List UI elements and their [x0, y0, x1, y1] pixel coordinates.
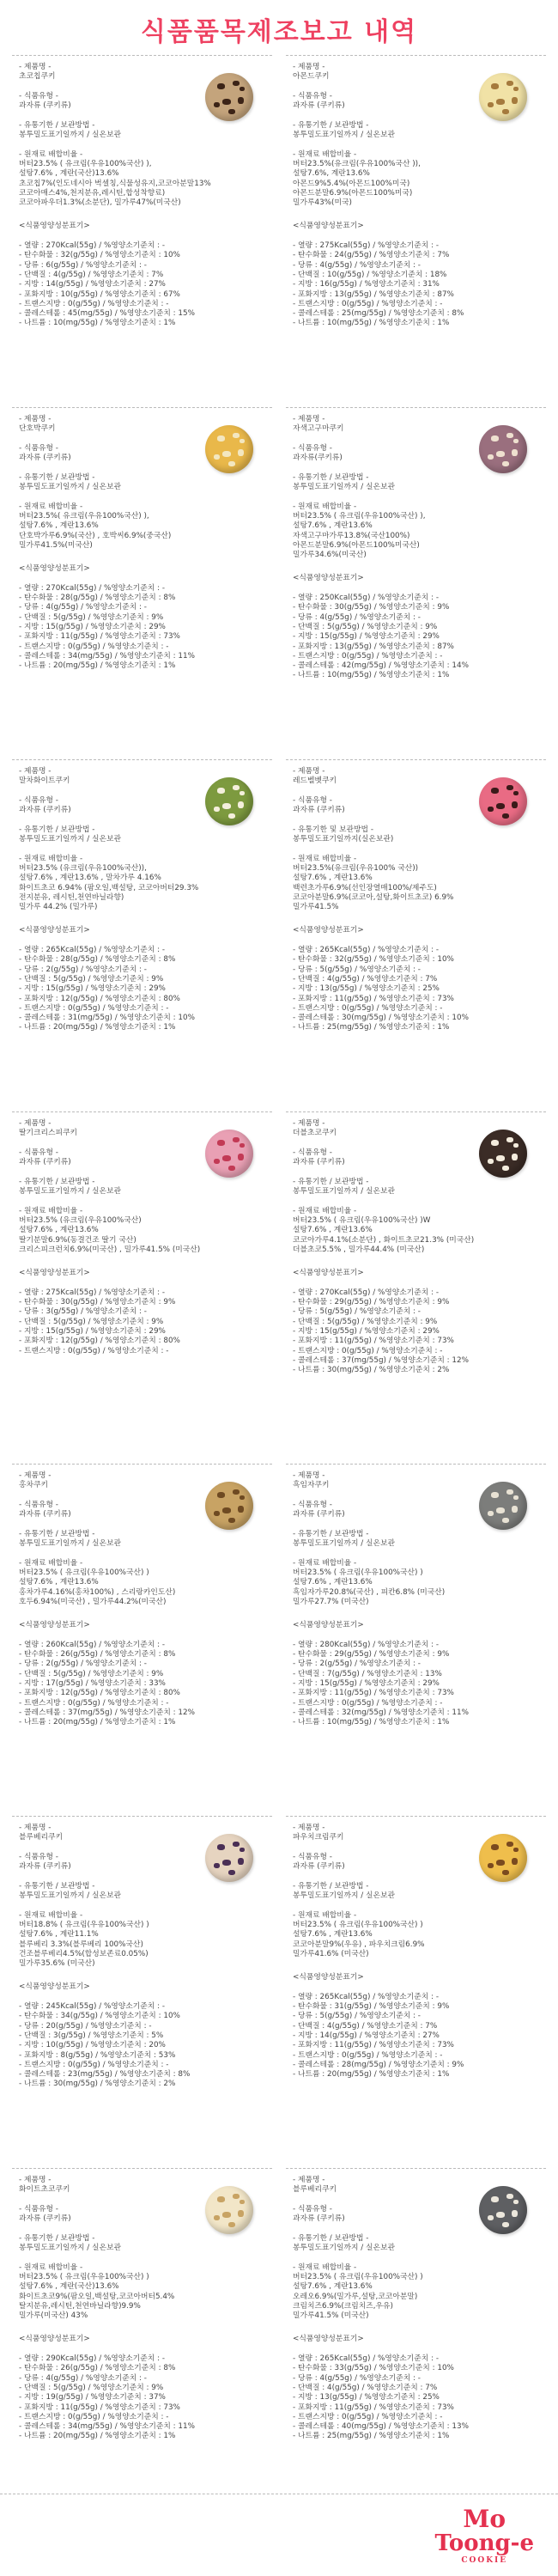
product-info: - 제품명 - 초코칩쿠키 - 식품유형 - 과자류 (쿠키류) - 유통기한 / 보관방법 - 봉투밀도표기일까지 / 실온보관 - 원재료 배합비율 - 버터23.5% ( 유크림(우유100%국산) ), 설탕7.6% , 계란(국산)13.6% 초코칩7%(인도네시아 벅셀칭,식물성유지,코코아분말13% 코코아매스4%,천지분유,레시틴,합성착향료) 코코아파우더1.3%(소분단), 밀가루47%(미국산) — [19, 63, 211, 208]
cookie-chip — [513, 791, 519, 795]
product-info: - 제품명 - 블루베리쿠키 - 식품유형 - 과자류 (쿠키류) - 유통기한 / 보관방법 - 봉투밀도표기일까지 / 실온보관 - 원재료 배합비율 - 버터23.5% ( 유크림(우유100%국산) ) 설탕7.6% , 계란13.6% 오레오6.9%(밀가루,설탕,코코아분말) 크림치즈6.9%(크림치즈,우유) 밀가루41.5% (미국산) — [293, 2176, 423, 2321]
cookie-image — [479, 1834, 527, 1882]
product-card — [286, 1111, 546, 1464]
cookie-chip — [222, 803, 231, 809]
cookie-chip — [513, 1143, 519, 1148]
cookie-image — [479, 425, 527, 473]
product-card — [286, 2168, 546, 2520]
nutrition-facts: <식품영양성분표기> - 열량 : 280Kcal(55g) / %영양소기준치 : - - 탄수화물 : 29(g/55g) / %영양소기준치 : 9% - 당류 : 2(g/55g) / %영양소기준치 : - - 단백질 : 7(g/55g) / %영양소기준치 : 13% - 지방 : 15(g/55g) / %영양소기준치 : 29% - 포화지방 : 11(g/55g) / %영양소기준치 : 73% - 트랜스지방 : 0(g/55g) / %영양소기준치 : - - 콜레스테롤 : 32(mg/55g) / %영양소기준치 : 11% - 나트륨 : 10(mg/55g) / %영양소기준치 : 1% — [293, 1621, 469, 1727]
cookie-image — [205, 1834, 253, 1882]
cookie-chip — [238, 1154, 244, 1160]
cookie-chip — [228, 813, 235, 819]
nutrition-facts: <식품영양성분표기> - 열량 : 260Kcal(55g) / %영양소기준치 : - - 탄수화물 : 26(g/55g) / %영양소기준치 : 8% - 당류 : 2(g/55g) / %영양소기준치 : - - 단백질 : 5(g/55g) / %영양소기준치 : 9% - 지방 : 17(g/55g) / %영양소기준치 : 33% - 포화지방 : 12(g/55g) / %영양소기준치 : 80% - 트랜스지방 : 0(g/55g) / %영양소기준치 : - - 콜레스테롤 : 37(mg/55g) / %영양소기준치 : 12% - 나트륨 : 20(mg/55g) / %영양소기준치 : 1% — [19, 1621, 195, 1727]
cookie-chip — [217, 2196, 225, 2202]
cookie-chip — [512, 1506, 518, 1513]
cookie-chip — [513, 2200, 519, 2204]
nutrition-facts: <식품영양성분표기> - 열량 : 275Kcal(55g) / %영양소기준치 : - - 탄수화물 : 24(g/55g) / %영양소기준치 : 7% - 당류 : 4(g/55g) / %영양소기준치 : - - 단백질 : 10(g/55g) / %영양소기준치 : 18% - 지방 : 16(g/55g) / %영양소기준치 : 31% - 포화지방 : 13(g/55g) / %영양소기준치 : 87% - 트랜스지방 : 0(g/55g) / %영양소기준치 : - - 콜레스테롤 : 25(mg/55g) / %영양소기준치 : 8% - 나트륨 : 10(mg/55g) / %영양소기준치 : 1% — [293, 222, 464, 328]
cookie-chip — [506, 1842, 513, 1847]
cookie-chip — [491, 435, 499, 442]
product-card — [286, 1464, 546, 1816]
cookie-chip — [512, 449, 518, 456]
cookie-image — [479, 2186, 527, 2234]
cookie-chip — [217, 435, 225, 442]
cookie-chip — [228, 2222, 235, 2227]
cookie-chip — [491, 788, 499, 794]
cookie-chip — [502, 813, 509, 819]
cookie-image — [205, 1482, 253, 1530]
cookie-chip — [491, 2196, 499, 2202]
product-card — [12, 1111, 272, 1464]
cookie-image — [205, 777, 253, 825]
cookie-chip — [488, 1511, 494, 1516]
cookie-chip — [512, 801, 518, 808]
cookie-chip — [512, 1858, 518, 1865]
product-card — [12, 759, 272, 1111]
product-info: - 제품명 - 파우치크림쿠키 - 식품유형 - 과자류 (쿠키류) - 유통기한 / 보관방법 - 봉투밀도표기일까지 / 실온보관 - 원재료 배합비율 - 버터23.5% ( 유크림(우유100%국산) ) 설탕7.6% , 계란13.6% 코코아분말9%(우유) , 파우치크림6.9% 밀가루41.6% (미국산) — [293, 1824, 425, 1958]
cookie-chip — [491, 1492, 499, 1498]
cookie-chip — [217, 1844, 225, 1850]
cookie-chip — [240, 87, 245, 91]
cookie-chip — [240, 439, 245, 443]
cookie-image — [479, 73, 527, 121]
cookie-chip — [496, 803, 505, 809]
cookie-chip — [238, 449, 244, 456]
cookie-image — [479, 1482, 527, 1530]
cookie-chip — [238, 1858, 244, 1865]
cookie-chip — [217, 83, 225, 89]
cookie-chip — [502, 1518, 509, 1523]
product-card — [12, 2168, 272, 2520]
cookie-chip — [217, 1492, 225, 1498]
product-card — [12, 55, 272, 407]
cookie-chip — [496, 1507, 505, 1513]
cookie-image — [205, 2186, 253, 2234]
page-title: 식품품목제조보고 내역 — [140, 17, 418, 47]
product-card — [286, 407, 546, 759]
cookie-chip — [222, 99, 231, 105]
cookie-chip — [488, 454, 494, 460]
cookie-chip — [496, 99, 505, 105]
nutrition-facts: <식품영양성분표기> - 열량 : 245Kcal(55g) / %영양소기준치 : - - 탄수화물 : 34(g/55g) / %영양소기준치 : 10% - 당류 : 20(g/55g) / %영양소기준치 : - - 단백질 : 3(g/55g) / %영양소기준치 : 5% - 지방 : 10(g/55g) / %영양소기준치 : 20% - 포화지방 : 8(g/55g) / %영양소기준치 : 53% - 트랜스지방 : 0(g/55g) / %영양소기준치 : - - 콜레스테롤 : 23(mg/55g) / %영양소기준치 : 8% - 나트륨 : 30(mg/55g) / %영양소기준치 : 2% — [19, 1982, 191, 2089]
product-card — [286, 1816, 546, 2168]
cookie-chip — [233, 1489, 240, 1495]
brand-logo — [435, 2507, 534, 2566]
nutrition-facts: <식품영양성분표기> - 열량 : 265Kcal(55g) / %영양소기준치 : - - 탄수화물 : 32(g/55g) / %영양소기준치 : 10% - 당류 : 5(g/55g) / %영양소기준치 : - - 단백질 : 4(g/55g) / %영양소기준치 : 7% - 지방 : 13(g/55g) / %영양소기준치 : 25% - 포화지방 : 11(g/55g) / %영양소기준치 : 73% - 트랜스지방 : 0(g/55g) / %영양소기준치 : - - 콜레스테롤 : 30(mg/55g) / %영양소기준치 : 10% - 나트륨 : 25(mg/55g) / %영양소기준치 : 1% — [293, 926, 469, 1032]
footer — [0, 2494, 558, 2576]
product-card — [12, 1464, 272, 1816]
cookie-image — [205, 425, 253, 473]
nutrition-facts: <식품영양성분표기> - 열량 : 265Kcal(55g) / %영양소기준치 : - - 탄수화물 : 28(g/55g) / %영양소기준치 : 8% - 당류 : 2(g/55g) / %영양소기준치 : - - 단백질 : 5(g/55g) / %영양소기준치 : 9% - 지방 : 15(g/55g) / %영양소기준치 : 29% - 포화지방 : 12(g/55g) / %영양소기준치 : 80% - 트랜스지방 : 0(g/55g) / %영양소기준치 : - - 콜레스테롤 : 31(mg/55g) / %영양소기준치 : 10% - 나트륨 : 20(mg/55g) / %영양소기준치 : 1% — [19, 926, 195, 1032]
cookie-chip — [222, 1155, 231, 1161]
cookie-chip — [240, 2200, 245, 2204]
product-info: - 제품명 - 홍차쿠키 - 식품유형 - 과자류 (쿠키류) - 유통기한 / 보관방법 - 봉투밀도표기일까지 / 실온보관 - 원재료 배합비율 - 버터23.5% ( 유크림(우유100%국산) ) 설탕7.6% , 계란13.6% 홍차가루4.16%(홍차100%) , 스리랑카인도산) 호두6.94%(미국산) , 밀가루44.2%(미국산) — [19, 1471, 176, 1606]
product-card — [12, 1816, 272, 2168]
cookie-chip — [222, 451, 231, 457]
cookie-chip — [488, 807, 494, 812]
product-info: - 제품명 - 흑임자쿠키 - 식품유형 - 과자류 (쿠키류) - 유통기한 / 보관방법 - 봉투밀도표기일까지 / 실온보관 - 원재료 배합비율 - 버터23.5% ( 유크림(우유100%국산) ) 설탕7.6% , 계란13.6% 흑임자가루20.8%(국산) , 피칸6.8% (미국산) 밀가루27.7% (미국산) — [293, 1471, 446, 1606]
cookie-chip — [217, 1140, 225, 1146]
cookie-image — [205, 1130, 253, 1178]
logo-line-3: COOKIE — [461, 2556, 508, 2565]
cookie-chip — [496, 1860, 505, 1866]
cookie-chip — [506, 81, 513, 86]
cookie-chip — [506, 433, 513, 438]
cookie-chip — [506, 785, 513, 790]
cookie-chip — [513, 1848, 519, 1852]
cookie-chip — [222, 2212, 231, 2218]
cookie-chip — [496, 451, 505, 457]
cookie-chip — [228, 1166, 235, 1171]
cookie-chip — [240, 1143, 245, 1148]
cookie-chip — [502, 1166, 509, 1171]
nutrition-facts: <식품영양성분표기> - 열량 : 250Kcal(55g) / %영양소기준치 : - - 탄수화물 : 30(g/55g) / %영양소기준치 : 9% - 당류 : 4(g/55g) / %영양소기준치 : - - 단백질 : 5(g/55g) / %영양소기준치 : 9% - 지방 : 15(g/55g) / %영양소기준치 : 29% - 포화지방 : 13(g/55g) / %영양소기준치 : 87% - 트랜스지방 : 0(g/55g) / %영양소기준치 : - - 콜레스테롤 : 42(mg/55g) / %영양소기준치 : 14% - 나트륨 : 10(mg/55g) / %영양소기준치 : 1% — [293, 574, 469, 680]
cookie-chip — [496, 1155, 505, 1161]
product-info: - 제품명 - 단호박쿠키 - 식품유형 - 과자류 (쿠키류) - 유통기한 / 보관방법 - 봉투밀도표기일까지 / 실온보관 - 원재료 배합비율 - 버터23.5%( 유크림(우유100%국산) ), 설탕7.6% , 계란13.6% 단호박가루6.9%(국산) , 호박씨6.9%(중국산) 밀가루41.5%(미국산) — [19, 415, 172, 550]
cookie-chip — [233, 1137, 240, 1142]
cookie-chip — [214, 2215, 220, 2220]
cookie-chip — [496, 2212, 505, 2218]
cookie-chip — [502, 109, 509, 114]
cookie-chip — [238, 2210, 244, 2217]
nutrition-facts: <식품영양성분표기> - 열량 : 270Kcal(55g) / %영양소기준치 : - - 탄수화물 : 32(g/55g) / %영양소기준치 : 10% - 당류 : 6(g/55g) / %영양소기준치 : - - 단백질 : 4(g/55g) / %영양소기준치 : 7% - 지방 : 14(g/55g) / %영양소기준치 : 27% - 포화지방 : 10(g/55g) / %영양소기준치 : 67% - 트랜스지방 : 0(g/55g) / %영양소기준치 : - - 콜레스테롤 : 45(mg/55g) / %영양소기준치 : 15% - 나트륨 : 10(mg/55g) / %영양소기준치 : 1% — [19, 222, 195, 328]
cookie-chip — [512, 1154, 518, 1160]
cookie-chip — [233, 2194, 240, 2199]
product-grid — [0, 55, 558, 2520]
cookie-chip — [214, 454, 220, 460]
cookie-chip — [228, 461, 235, 466]
product-info: - 제품명 - 자색고구마쿠키 - 식품유형 - 과자류(쿠키류) - 유통기한 / 보관방법 - 봉투밀도표기일까지 / 실온보관 - 원재료 배합비율 - 버터23.5% ( 유크림(우유100%국산) ), 설탕7.6% , 계란13.6% 자색고구마가루13.8%(국산100%) 아몬드분말6.9%(아몬드100%미국산) 밀가루34.6%(미국산) — [293, 415, 426, 560]
product-card — [286, 55, 546, 407]
cookie-chip — [214, 1159, 220, 1164]
cookie-chip — [488, 2215, 494, 2220]
product-info: - 제품명 - 레드벨벳쿠키 - 식품유형 - 과자류 (쿠키류) - 유통기한 및 보관방법 - 봉투밀도표기일까지(실온보관) - 원재료 배합비율 - 버터23.5%(유크림(우유100% 국산)) 설탕7.6% , 계란13.6% 백련초가루6.9%(선인장열매100%/제주도) 코코아분말6.9%(코코아,설탕,화이트초코) 6.9% 밀가루41.5% — [293, 767, 454, 912]
nutrition-facts: <식품영양성분표기> - 열량 : 275Kcal(55g) / %영양소기준치 : - - 탄수화물 : 30(g/55g) / %영양소기준치 : 9% - 당류 : 3(g/55g) / %영양소기준치 : - - 단백질 : 5(g/55g) / %영양소기준치 : 9% - 지방 : 15(g/55g) / %영양소기준치 : 29% - 포화지방 : 12(g/55g) / %영양소기준치 : 80% - 트랜스지방 : 0(g/55g) / %영양소기준치 : - — [19, 1269, 180, 1355]
product-info: - 제품명 - 화이트초코쿠키 - 식품유형 - 과자류 (쿠키류) - 유통기한 / 보관방법 - 봉투밀도표기일까지 / 실온보관 - 원재료 배합비율 - 버터23.5% ( 유크림(우유100%국산) ) 설탕7.6% , 계란(국산)13.6% 화이트초코9%(팜오일,백설탕,코코아버터5.4% 탈지분유,레시틴,천연바닐라향)9.9% 밀가루(미국산) 43% — [19, 2176, 175, 2321]
cookie-chip — [513, 439, 519, 443]
cookie-chip — [214, 1863, 220, 1868]
cookie-chip — [502, 1870, 509, 1875]
product-info: - 제품명 - 아몬드쿠키 - 식품유형 - 과자류 (쿠키류) - 유통기한 / 보관방법 - 봉투밀도표기일까지 / 실온보관 - 원재료 배합비율 - 버터23.5%(유크림(우유100%국산 )), 설탕7.6%, 계란13.6% 아몬드9%5.4%(아몬드100%미국) 아몬드분말6.9%(아몬드100%미국) 밀가루43%(미국) — [293, 63, 421, 208]
nutrition-facts: <식품영양성분표기> - 열량 : 270Kcal(55g) / %영양소기준치 : - - 탄수화물 : 28(g/55g) / %영양소기준치 : 8% - 당류 : 4(g/55g) / %영양소기준치 : - - 단백질 : 5(g/55g) / %영양소기준치 : 9% - 지방 : 15(g/55g) / %영양소기준치 : 29% - 포화지방 : 11(g/55g) / %영양소기준치 : 73% - 트랜스지방 : 0(g/55g) / %영양소기준치 : - - 콜레스테롤 : 34(mg/55g) / %영양소기준치 : 11% - 나트륨 : 20(mg/55g) / %영양소기준치 : 1% — [19, 564, 195, 671]
cookie-chip — [228, 1870, 235, 1875]
product-card — [12, 407, 272, 759]
cookie-chip — [214, 1511, 220, 1516]
product-info: - 제품명 - 블루베리쿠키 - 식품유형 - 과자류 (쿠키류) - 유통기한 / 보관방법 - 봉투밀도표기일까지 / 실온보관 - 원재료 배합비율 - 버터18.8% ( 유크림(우유100%국산) ) 설탕7.6% , 계란11.1% 블루베리 3.3%(블루베리 100%국산) 건조블루베리4.5%(합성보존료0.05%) 밀가루35.6% (미국산) — [19, 1824, 149, 1969]
logo-line-1: Mo — [463, 2505, 506, 2533]
nutrition-facts: <식품영양성분표기> - 열량 : 265Kcal(55g) / %영양소기준치 : - - 탄수화물 : 31(g/55g) / %영양소기준치 : 9% - 당류 : 5(g/55g) / %영양소기준치 : - - 단백질 : 4(g/55g) / %영양소기준치 : 7% - 지방 : 14(g/55g) / %영양소기준치 : 27% - 포화지방 : 11(g/55g) / %영양소기준치 : 73% - 트랜스지방 : 0(g/55g) / %영양소기준치 : - - 콜레스테롤 : 28(mg/55g) / %영양소기준치 : 9% - 나트륨 : 20(mg/55g) / %영양소기준치 : 1% — [293, 1973, 464, 2080]
cookie-chip — [233, 433, 240, 438]
cookie-image — [205, 73, 253, 121]
cookie-chip — [491, 83, 499, 89]
product-info: - 제품명 - 말차화이트쿠키 - 식품유형 - 과자류 (쿠키류) - 유통기한 / 보관방법 - 봉투밀도표기일까지 / 실온보관 - 원재료 배합비율 - 버터23.5% (유크림(우유100%국산)), 설탕7.6% , 계란13.6% , 말차가루 4.16% 화이트초코 6.94% (팜오일,백설탕, 코코아버터29.3% 전지분유, 레시틴,천연바닐라향) 밀가루 44.2% (밀가루) — [19, 767, 199, 912]
nutrition-facts: <식품영양성분표기> - 열량 : 290Kcal(55g) / %영양소기준치 : - - 탄수화물 : 26(g/55g) / %영양소기준치 : 8% - 당류 : 4(g/55g) / %영양소기준치 : - - 단백질 : 5(g/55g) / %영양소기준치 : 9% - 지방 : 19(g/55g) / %영양소기준치 : 37% - 포화지방 : 11(g/55g) / %영양소기준치 : 73% - 트랜스지방 : 0(g/55g) / %영양소기준치 : - - 콜레스테롤 : 34(mg/55g) / %영양소기준치 : 11% - 나트륨 : 20(mg/55g) / %영양소기준치 : 1% — [19, 2335, 195, 2441]
cookie-chip — [513, 1495, 519, 1500]
product-info: - 제품명 - 더블초코쿠키 - 식품유형 - 과자류 (쿠키류) - 유통기한 / 보관방법 - 봉투밀도표기일까지 / 실온보관 - 원재료 배합비율 - 버터23.5% ( 유크림(우유100%국산) )W 설탕7.6% , 계란13.6% 코코아가루4.1%(소분단) , 화이트초코21.3% (미국산) 더블초코5.5% , 밀가루44.4% (미국산) — [293, 1119, 475, 1254]
cookie-chip — [238, 1506, 244, 1513]
cookie-chip — [513, 87, 519, 91]
cookie-chip — [240, 1495, 245, 1500]
cookie-chip — [512, 97, 518, 104]
cookie-chip — [488, 102, 494, 107]
cookie-chip — [512, 2210, 518, 2217]
cookie-chip — [491, 1140, 499, 1146]
cookie-chip — [502, 2222, 509, 2227]
nutrition-facts: <식품영양성분표기> - 열량 : 265Kcal(55g) / %영양소기준치 : - - 탄수화물 : 33(g/55g) / %영양소기준치 : 10% - 당류 : 4(g/55g) / %영양소기준치 : - - 단백질 : 4(g/55g) / %영양소기준치 : 7% - 지방 : 13(g/55g) / %영양소기준치 : 25% - 포화지방 : 11(g/55g) / %영양소기준치 : 73% - 트랜스지방 : 0(g/55g) / %영양소기준치 : - - 콜레스테롤 : 40(mg/55g) / %영양소기준치 : 13% - 나트륨 : 25(mg/55g) / %영양소기준치 : 1% — [293, 2335, 469, 2441]
cookie-chip — [228, 1518, 235, 1523]
nutrition-facts: <식품영양성분표기> - 열량 : 270Kcal(55g) / %영양소기준치 : - - 탄수화물 : 29(g/55g) / %영양소기준치 : 9% - 당류 : 5(g/55g) / %영양소기준치 : - - 단백질 : 5(g/55g) / %영양소기준치 : 9% - 지방 : 15(g/55g) / %영양소기준치 : 29% - 포화지방 : 11(g/55g) / %영양소기준치 : 73% - 트랜스지방 : 0(g/55g) / %영양소기준치 : - - 콜레스테롤 : 37(mg/55g) / %영양소기준치 : 12% - 나트륨 : 30(mg/55g) / %영양소기준치 : 2% — [293, 1269, 469, 1375]
cookie-chip — [238, 97, 244, 104]
cookie-chip — [214, 102, 220, 107]
cookie-chip — [240, 1848, 245, 1852]
cookie-chip — [238, 801, 244, 808]
cookie-image — [479, 777, 527, 825]
cookie-chip — [233, 81, 240, 86]
cookie-chip — [506, 1137, 513, 1142]
product-info: - 제품명 - 딸기크리스피쿠키 - 식품유형 - 과자류 (쿠키류) - 유통기한 / 보관방법 - 봉투밀도표기일까지 / 실온보관 - 원재료 배합비율 - 버터23.5% (유크림(우유100%국산) 설탕7.6% , 계란13.6% 딸기분말6.9%(동결건조 딸기 국산) 크리스피크런치6.9%(미국산) , 밀가루41.5% (미국산) — [19, 1119, 201, 1254]
cookie-chip — [222, 1507, 231, 1513]
cookie-chip — [488, 1863, 494, 1868]
cookie-chip — [506, 1489, 513, 1495]
cookie-chip — [233, 785, 240, 790]
cookie-chip — [491, 1844, 499, 1850]
cookie-chip — [506, 2194, 513, 2199]
cookie-chip — [488, 1159, 494, 1164]
cookie-chip — [502, 461, 509, 466]
cookie-image — [479, 1130, 527, 1178]
cookie-chip — [217, 788, 225, 794]
cookie-chip — [233, 1842, 240, 1847]
logo-line-2: Toong-e — [434, 2530, 534, 2556]
cookie-chip — [214, 807, 220, 812]
cookie-chip — [222, 1860, 231, 1866]
product-card — [286, 759, 546, 1111]
cookie-chip — [240, 791, 245, 795]
cookie-chip — [228, 109, 235, 114]
